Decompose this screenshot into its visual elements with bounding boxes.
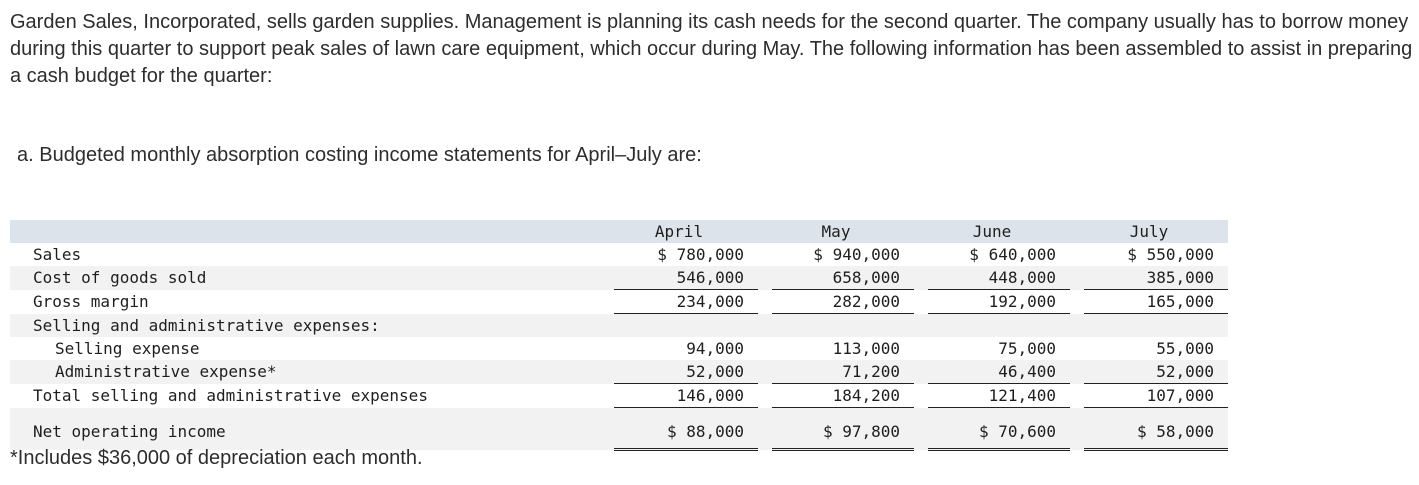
cell-value: 113,000 [832, 339, 900, 358]
intro-paragraph: Garden Sales, Incorporated, sells garden supplies. Management is planning its cash needs for the second quarter. The company usually has to borrow money during this quarter to support peak sales of lawn care equipment, which occur during May. The following information has been assembled to assist in preparing a cash budget for the quarter: [10, 11, 1413, 87]
month-header: June [928, 220, 1070, 243]
row-label: Net operating income [10, 408, 600, 450]
row-label: Administrative expense* [10, 360, 600, 384]
cell-value: 448,000 [928, 266, 1070, 290]
row-label: Gross margin [33, 292, 149, 311]
month-header: July [1084, 220, 1228, 243]
table-row-cogs [10, 266, 1228, 290]
cell-value: $ 940,000 [813, 245, 900, 264]
row-label: Cost of goods sold [10, 266, 600, 290]
table-row-selling [10, 337, 1228, 360]
table-row-net-operating-income [10, 408, 1228, 450]
cell-value: 71,200 [772, 360, 914, 384]
cell-value: 282,000 [772, 290, 914, 314]
cell-value: $ 640,000 [969, 245, 1056, 264]
cell-value: 385,000 [1084, 266, 1228, 290]
part-a-heading: a. Budgeted monthly absorption costing income statements for April–July are: [17, 144, 702, 166]
month-header-row [10, 220, 1228, 243]
row-label: Total selling and administrative expenses [33, 386, 428, 405]
cell-value: 165,000 [1084, 290, 1228, 314]
footnote: *Includes $36,000 of depreciation each month. [10, 447, 423, 469]
table-row-gross-margin [10, 290, 1228, 314]
cell-value: $ 88,000 [614, 408, 758, 450]
cell-value: $ 550,000 [1127, 245, 1214, 264]
month-header: May [772, 220, 914, 243]
cell-value: 52,000 [614, 360, 758, 384]
cell-value: $ 70,600 [928, 408, 1070, 450]
table-row-sales [10, 243, 1228, 266]
cell-value: $ 58,000 [1084, 408, 1228, 450]
cell-value: 75,000 [998, 339, 1056, 358]
cell-value: 107,000 [1084, 384, 1228, 408]
cell-value: 52,000 [1084, 360, 1228, 384]
cell-value: 121,400 [928, 384, 1070, 408]
table-row-sga-header [10, 314, 1228, 338]
cell-value: 146,000 [614, 384, 758, 408]
row-label: Selling expense [55, 339, 200, 358]
cell-value: 184,200 [772, 384, 914, 408]
cell-value: 658,000 [772, 266, 914, 290]
row-label: Sales [33, 245, 82, 264]
month-header: April [614, 220, 758, 243]
cell-value: 192,000 [928, 290, 1070, 314]
table-row-admin [10, 360, 1228, 384]
income-statement-table [10, 220, 1228, 451]
cell-value: $ 97,800 [772, 408, 914, 450]
cell-value: 55,000 [1156, 339, 1214, 358]
cell-value: 46,400 [928, 360, 1070, 384]
row-label: Selling and administrative expenses: [10, 314, 600, 338]
table-row-total-sga [10, 384, 1228, 408]
cell-value: 234,000 [614, 290, 758, 314]
cell-value: 546,000 [614, 266, 758, 290]
cell-value: $ 780,000 [657, 245, 744, 264]
cell-value: 94,000 [686, 339, 744, 358]
